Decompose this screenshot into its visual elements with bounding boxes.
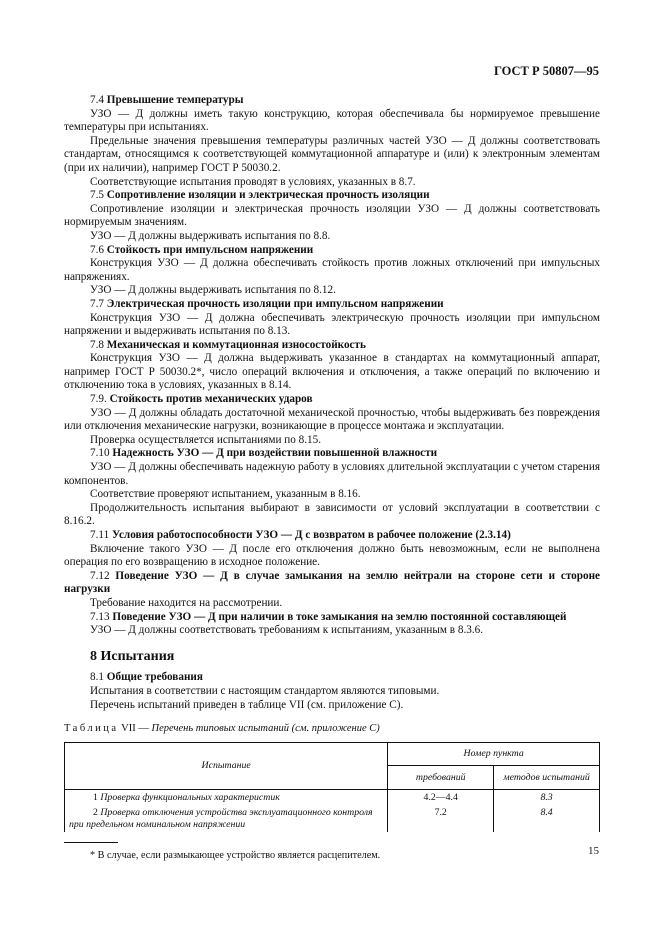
section-7-5	[64, 189, 600, 243]
paragraph: Соответствие проверяют испытанием, указанным в 8.16.	[90, 488, 361, 501]
paragraph: УЗО — Д должны соответствовать требованиям к испытаниям, указанным в 8.3.6.	[90, 624, 484, 637]
table-caption-title: Перечень типовых испытаний (см. приложение С)	[151, 723, 380, 735]
section-number: 7.10	[90, 447, 110, 460]
paragraph: Предельные значения превышения температуры различных частей УЗО — Д должны соответствовать стандартам, относящимся к соответствующей коммутационной аппаратуре и (или) к электронным элементам (при их наличии), например ГОСТ Р 50030.2.	[64, 134, 600, 174]
page-content	[64, 94, 600, 863]
table-row	[65, 789, 600, 805]
paragraph: Соответствующие испытания проводят в условиях, указанных в 8.7.	[90, 175, 416, 188]
section-number: 7.12	[90, 569, 110, 582]
section-title: Поведение УЗО — Д в случае замыкания на землю нейтрали на стороне сети и стороне нагрузки	[64, 569, 600, 596]
section-7-11	[64, 529, 600, 570]
section-7-4	[64, 94, 600, 189]
paragraph: УЗО — Д должны выдерживать испытания по 8.8.	[90, 229, 331, 242]
paragraph: Продолжительность испытания выбирают в зависимости от условий эксплуатации в соответствии с 8.16.2.	[64, 501, 600, 528]
section-title: Стойкость при импульсном напряжении	[106, 243, 314, 256]
section-title: Общие требования	[106, 671, 203, 684]
section-number: 7.5	[90, 189, 104, 202]
section-title: Стойкость против механических ударов	[109, 393, 313, 406]
section-7-12	[64, 570, 600, 611]
section-number: 7.8	[90, 338, 104, 351]
table-header-group: Номер пункта	[388, 742, 600, 766]
paragraph: Сопротивление изоляции и электрическая прочность изоляции УЗО — Д должны соответствовать нормируемым значениям.	[64, 202, 600, 229]
table-row	[65, 805, 600, 832]
row-requirements: 4.2—4.4	[388, 789, 494, 805]
paragraph: Включение такого УЗО — Д после его отключения должно быть невозможным, если не выполнена операция по его возвращению в исходное положение.	[64, 542, 600, 569]
footnote: * В случае, если размыкающее устройство является расцепителем.	[90, 850, 381, 862]
document-header: ГОСТ Р 50807—95	[493, 64, 599, 78]
section-title: Превышение температуры	[106, 94, 244, 106]
paragraph: УЗО — Д должны обеспечивать надежную работу в условиях длительной эксплуатации с учетом старения компонентов.	[64, 461, 600, 487]
table-header-requirements: требований	[388, 766, 494, 790]
table-caption-number: VII —	[121, 723, 149, 735]
section-number: 7.11	[90, 529, 110, 541]
section-number: 7.13	[90, 610, 110, 623]
paragraph: УЗО — Д должны обладать достаточной механической прочностью, чтобы выдерживать без повреждения или отключения механические нагрузки, возникающие в процессе монтажа и эксплуатации.	[64, 406, 600, 433]
section-7-10	[64, 447, 600, 529]
row-requirements: 7.2	[388, 805, 494, 832]
section-title: Условия работоспособности УЗО — Д с возвратом в рабочее положение (2.3.14)	[111, 529, 511, 541]
paragraph: Конструкция УЗО — Д должна обеспечивать электрическую прочность изоляции при импульсном напряжении и выдерживать испытания по 8.13.	[64, 311, 600, 338]
section-title: Надежность УЗО — Д при воздействии повышенной влажности	[112, 447, 438, 460]
section-7-7	[64, 298, 600, 339]
row-test: Проверка отключения устройства эксплуатационного контроля при предельном номинальном напряжении	[69, 807, 373, 830]
table-header-test: Испытание	[65, 742, 388, 789]
section-8-heading: 8 Испытания	[90, 648, 175, 664]
section-title: Механическая и коммутационная износостойкость	[106, 338, 366, 351]
table-caption	[64, 722, 600, 736]
paragraph: Перечень испытаний приведен в таблице VII (см. приложение С).	[90, 698, 404, 711]
section-number: 7.9.	[90, 393, 107, 406]
section-number: 7.6	[90, 243, 104, 256]
paragraph: Испытания в соответствии с настоящим стандартом являются типовыми.	[90, 684, 440, 697]
section-8-1	[64, 671, 600, 712]
table-header-methods: методов испытаний	[494, 766, 600, 790]
section-7-8	[64, 339, 600, 393]
paragraph: Конструкция УЗО — Д должна выдерживать указанное в стандартах на коммутационный аппарат, например ГОСТ Р 50030.2*, число операций включения и отключения, а также операций по включению и отключению тока в условиях, указанных в 8.14.	[64, 352, 600, 392]
paragraph: УЗО — Д должны выдерживать испытания по 8.12.	[90, 284, 336, 297]
section-title: Электрическая прочность изоляции при импульсном напряжении	[106, 297, 444, 310]
table-caption-prefix: Таблица	[64, 723, 119, 735]
paragraph: УЗО — Д должны иметь такую конструкцию, которая обеспечивала бы нормируемое превышение температуры при испытаниях.	[64, 107, 600, 134]
section-7-9	[64, 393, 600, 447]
paragraph: Конструкция УЗО — Д должна обеспечивать стойкость против ложных отключений при импульсных напряжениях.	[64, 257, 600, 283]
footnote-separator	[64, 842, 118, 843]
row-methods: 8.3	[494, 789, 600, 805]
section-7-13	[64, 611, 600, 638]
row-number: 2	[93, 807, 98, 819]
page-number: 15	[588, 845, 599, 857]
row-number: 1	[93, 791, 98, 803]
section-title: Сопротивление изоляции и электрическая прочность изоляции	[106, 189, 430, 202]
row-methods: 8.4	[494, 805, 600, 832]
paragraph: Требование находится на рассмотрении.	[90, 596, 283, 609]
section-number: 7.7	[90, 297, 104, 310]
section-number: 8.1	[90, 671, 104, 684]
row-test: Проверка функциональных характеристик	[100, 791, 280, 803]
section-number: 7.4	[90, 94, 104, 106]
section-7-6	[64, 244, 600, 298]
section-title: Поведение УЗО — Д при наличии в токе замыкания на землю постоянной составляющей	[112, 610, 567, 623]
paragraph: Проверка осуществляется испытаниями по 8.15.	[90, 433, 322, 446]
tests-table	[64, 742, 600, 833]
